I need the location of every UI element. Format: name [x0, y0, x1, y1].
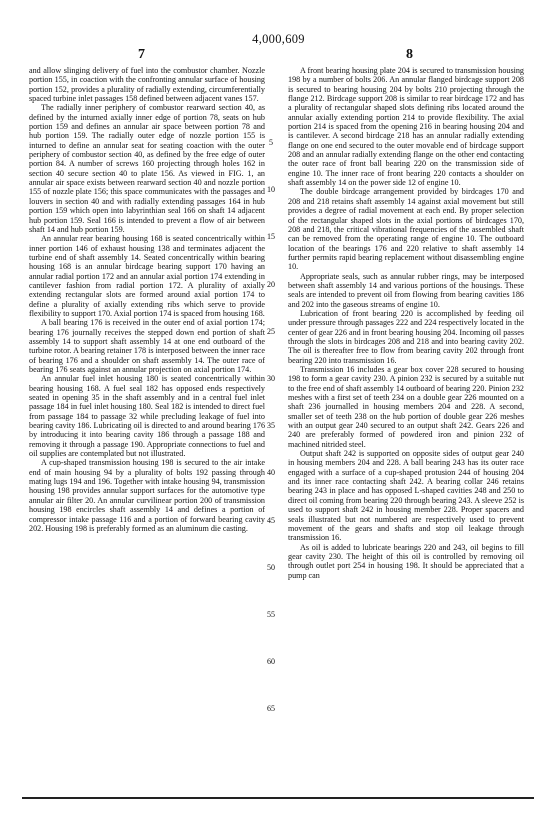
bottom-rule	[22, 797, 534, 799]
line-number: 65	[267, 704, 275, 713]
paragraph: An annular fuel inlet housing 180 is seated concentrically within bearing housing 168. A fuel seal 182 has opposed ends respectively seated in opening 35 in the shaft assembly and in a central fuel inlet passage 184 in fuel inlet housing 180. Seal 182 is intended to direct fuel from passage 184 to passage 32 while precluding leakage of fuel into bearing cavity 186. Lubricating oil is directed to and around bearing 176 by introducing it into bearing cavity 186 through a passage 188 and removing it through a passage 190. Appropriate connections to fuel and oil supplies are contemplated but not illustrated.	[29, 374, 266, 459]
paragraph: A ball bearing 176 is received in the outer end of axial portion 174; bearing 176 journally receives the stepped down end portion of shaft assembly 14 to support shaft assembly 14 at one end outboard of the turbine rotor. A bearing retainer 178 is interposed between the inner race of bearing 176 and a shoulder on shaft assembly 14. The outer race of bearing 176 seats against an annular projection on axial portion 174.	[29, 318, 265, 374]
paragraph: Transmission 16 includes a gear box cover 228 secured to housing 198 to form a gear cavity 230. A pinion 232 is secured by a suitable nut to the free end of shaft assembly 14 outboard of bearing 220. Pinion 232 meshes with a first set of teeth 234 on a double gear 226 mounted on a shaft 236 journalled in housing members 204 and 228. A second, smaller set of teeth 238 on the hub portion of double gear 226 meshes with an output gear 240 secured to an output shaft 242. Gears 226 and 240 are preferably formed of powdered iron and pinion 232 of machined nitrided steel.	[288, 365, 524, 449]
paragraph: The radially inner periphery of combustor rearward section 40, as defined by the inturned axially inner edge of portion 78, seats on hub portion 159 and defines an annular air space between portion 78 and hub portion 159. The radially outer edge of nozzle portion 155 is inturned to define an annular seat for seating coaction with the outer periphery of combustor section 40, as defined by the free edge of outer portion 84. A number of screws 160 projecting through holes 162 in section 40 secure section 40 to plate 156. As viewed in FIG. 1, an annular air space exists between rearward section 40 and nozzle portion 155 of nozzle plate 156; this space communicates with the passages and louvers in section 40 and with radially extending passages 164 in hub portion 159 which open into labyrinthian seal 166 on shaft 14 adjacent hub portion 159. Seal 166 is intended to prevent a flow of air between shaft 14 and hub portion 159.	[29, 103, 265, 234]
right-text-column	[288, 66, 524, 580]
paragraph: A front bearing housing plate 204 is secured to transmission housing 198 by a number of bolts 206. An annular flanged birdcage support 208 is secured to bearing housing 204 by bolts 210 projecting through the flange 212. Birdcage support 208 is similar to rear birdcage 172 and has a plurality of rectangular shaped slots defining ribs located around the annular axially extending portion 214 to provide flexibility. The axial portion 214 is spaced from the opening 216 in bearing housing 204 and is cantilever. A second birdcage 218 has an annular radially extending flange on one end secured to the outer movable end of birdcage support 208 and an annular radially extending flange on the other end contacting the outer race of front ball bearing 220 on the transmission side of engine 10. The inner race of front bearing 220 contacts a shoulder on shaft assembly 14 on the power side 12 of engine 10.	[288, 66, 524, 188]
paragraph: and allow slinging delivery of fuel into the combustor chamber. Nozzle portion 155, in coaction with the confronting annular surface of housing portion 152, provides a plurality of radially extending, circumferentially spaced turbine inlet passages 158 defined between adjacent vanes 157.	[29, 66, 265, 104]
paragraph: An annular rear bearing housing 168 is seated concentrically within inner portion 146 of exhaust housing 138 and terminates adjacent the turbine end of shaft assembly 14. Seated concentrically within bearing housing 168 is an annular birdcage bearing support 170 having an annular radial portion 172 and an annular axial portion 174 extending in cantilever fashion from radial portion 172. A plurality of axially extending rectangular slots are formed around axial portion 174 to define a plurality of axially extending ribs which serve to provide flexibility to support 170. Axial portion 174 is spaced from housing 168.	[29, 234, 265, 318]
line-number: 25	[267, 327, 275, 336]
line-number: 20	[267, 280, 275, 289]
paragraph: A cup-shaped transmission housing 198 is secured to the air intake end of main housing 94 by a plurality of bolts 192 passing through mating lugs 194 and 196. Together with intake housing 94, transmission housing 198 provides annular support surfaces for the automotive type annular air filter 20. An annular curvilinear portion 200 of transmission housing 198 encircles shaft assembly 14 and defines a portion of compressor intake passage 116 and a portion of forward bearing cavity 202. Housing 198 is preferably formed as an aluminum die casting.	[29, 458, 265, 533]
paragraph: Lubrication of front bearing 220 is accomplished by feeding oil under pressure through passages 222 and 224 respectively located in the center of gear 226 and in front bearing housing 204. Incoming oil passes through the slots in birdcages 208 and 218 and into bearing cavity 202. The oil is thereafter free to flow from bearing cavity 202 through front bearing 220 into transmission 16.	[288, 308, 524, 365]
line-number: 15	[267, 232, 275, 241]
line-number: 50	[267, 563, 275, 572]
line-number: 60	[267, 657, 275, 666]
left-text-column	[29, 66, 265, 533]
patent-number: 4,000,609	[252, 32, 305, 46]
line-number: 10	[267, 185, 275, 194]
paragraph: The double birdcage arrangement provided by birdcages 170 and 208 and 218 retains shaft assembly 14 against axial movement but still provides a degree of radial movement at each end. By proper selection of the rectangular shaped slots in the axial portions of birdcages 170, 208 and 218, the critical vibrational frequencies of the assembled shaft can be removed from the operating range of engine 10. The outboard location of the bearings 176 and 220 relative to shaft assembly 14 further permits rapid bearing replacement without disassembling engine 10.	[288, 187, 524, 272]
line-number: 55	[267, 610, 275, 619]
line-number: 45	[267, 516, 275, 525]
line-number: 30	[267, 374, 275, 383]
paragraph: Output shaft 242 is supported on opposite sides of output gear 240 in housing members 204 and 228. A ball bearing 243 has its outer race engaged with a surface of a cup-shaped protusion 244 of housing 204 and its inner race contacting shaft 242. A bearing collar 246 retains bearing 243 in place and has opposed L-shaped cavities 248 and 250 to direct oil coming from bearing 220 through bearing 243. A sleeve 252 is used to support shaft 242 in housing member 228. Proper spacers and seals illustrated but not numbered are respectively used to prevent movement of the gears and shafts and stop oil leakage through transmission 16.	[288, 449, 524, 543]
line-number: 35	[267, 421, 275, 430]
paragraph: As oil is added to lubricate bearings 220 and 243, oil begins to fill gear cavity 230. The height of this oil is controlled by removing oil through outlet port 254 in housing 198. It should be appreciated that a pump can	[288, 542, 524, 580]
line-number: 5	[269, 138, 273, 147]
left-column-number: 7	[138, 47, 145, 62]
right-column-number: 8	[406, 47, 413, 62]
paragraph: Appropriate seals, such as annular rubber rings, may be interposed between shaft assembly 14 and various portions of the housings. These seals are intended to prevent oil from flowing from bearing cavities 186 and 202 into the gaseous streams of engine 10.	[288, 271, 524, 309]
line-number: 40	[267, 468, 275, 477]
